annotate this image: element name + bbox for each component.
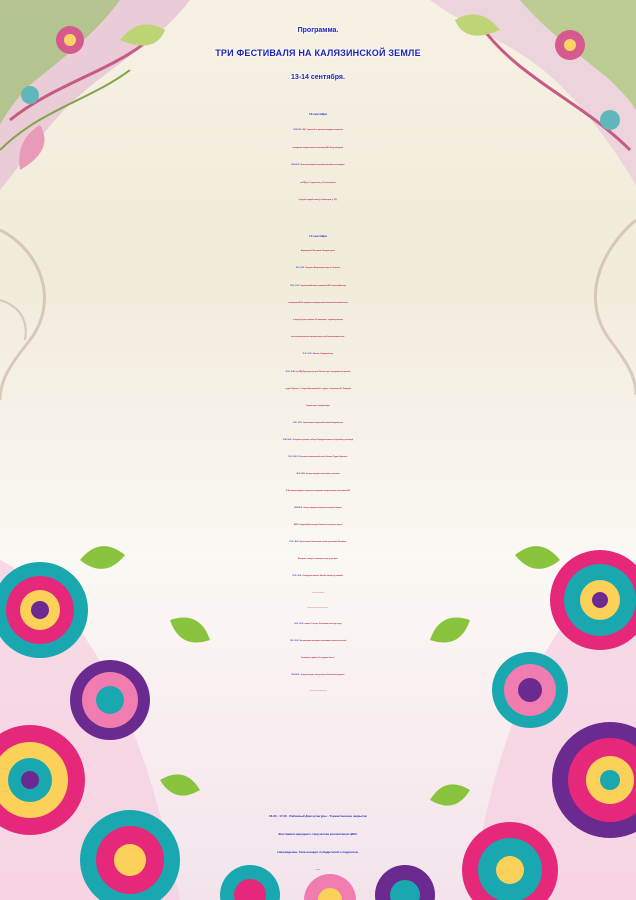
- day1-heading: 13 сентября: [309, 112, 327, 116]
- flower-bouquet-bottom-right: [430, 546, 636, 900]
- day2-entry: [0, 440, 636, 441]
- entry-text: - Просмотр конкурсных программ фестиваля на площадках:: [299, 165, 345, 166]
- day2-entry: [0, 286, 636, 287]
- entry-time: 12.00 - 16.00: [294, 624, 304, 625]
- entry-time: 12.10 -14.00: [288, 457, 297, 458]
- entry-time: 12.00- 16.00: [282, 440, 292, 441]
- swirl-ornament-left: [0, 230, 44, 400]
- entry-text: - Интерактивная программа с выставками сельских поселений: [298, 641, 347, 642]
- day2-subheading: Мероприятия III Фестиваля «Походная кухня»: [300, 251, 336, 252]
- entry-time: 12.00 - 12.10: [292, 423, 302, 424]
- entry-text: - Концерт народных коллективов, участников: [304, 474, 340, 475]
- day2-entry-cont: IX Фестиваля народного творчества молодежных самодеятельных коллективов ЦФО: [285, 491, 351, 492]
- entry-time: 8.30 - 10.30: [295, 268, 304, 269]
- day2-entry-cont: Викторина, конкурсы, кулинарные игры, дегустация.: [298, 559, 338, 560]
- flower-bouquet-bottom-left: [0, 546, 210, 900]
- day2-entry: [0, 268, 636, 269]
- day2-entry-cont: на возложение цветов к поклонному кресту на Константиновском поле.: [291, 337, 345, 338]
- entry-text: - привал «У костра». Исполнение песен под гитару.: [303, 624, 342, 625]
- closing-entry-cont: Награждение. Гала-концерт победителей и лауреатов.: [277, 850, 359, 854]
- poster-dates: 13-14 сентября.: [291, 74, 345, 81]
- day2-entry-cont: студии «Пересвет» с. Угодичи Ярославской обл., худ.рук. и автор пьесы Н.Г. Гончарова: [285, 389, 351, 390]
- day1-entry-2-cont: зал РДК (ул. Студенческая, д. 27) и актовый зал: [300, 183, 336, 184]
- closing-entry-cont: Фестиваля народного творчества коллективов ЦФО.: [278, 832, 358, 836]
- entry-time: 13.00 - 14.00: [289, 542, 299, 543]
- day2-section-main-stage: Главная сцена. Городской парк.: [306, 406, 330, 407]
- entry-time: 11.00-11.45: [293, 130, 301, 131]
- swirl-ornament-right: [595, 220, 636, 395]
- entry-time: 12.00-16.00: [291, 675, 300, 676]
- day2-entry-cont: МБУК «Городской Дом культуры Кашинского городского округа»: [293, 525, 343, 526]
- entry-text: - Торжественный митинг у памятника М.В. Скопину-Шуйскому,: [298, 286, 346, 287]
- day2-entry: [0, 542, 636, 543]
- entry-text: - Торжественное открытие Фестиваля Походной кухни.: [301, 423, 344, 424]
- day2-entry-cont: в период Смутного времени. По завершении - отправка делегации: [293, 320, 343, 321]
- entry-time: 15.00-16.00: [294, 508, 303, 509]
- day2-entry: [0, 354, 636, 355]
- day2-entry: [0, 576, 636, 577]
- entry-time: 13.00 - 16.00: [292, 576, 302, 577]
- entry-text: - Литургия в Вознесенском храме в г. Калязина.: [304, 268, 341, 269]
- entry-time: 11.15 - 12.00: [302, 354, 312, 355]
- entry-text: - Шествие в Городской парк.: [311, 354, 334, 355]
- flower-strip-bottom-center: [220, 865, 435, 900]
- poster-title-line1: Программа.: [297, 27, 339, 34]
- day2-entry-cont: Калязинского района «Село дарами богато».: [301, 658, 335, 659]
- day1-entry-2: [0, 165, 636, 166]
- day2-entry: [0, 641, 636, 642]
- day1-entry-1: [0, 130, 636, 131]
- day2-entry-cont: посвященный 410-й годовщине освободительной битвы на Калязинской земле: [288, 303, 348, 304]
- entry-text: - X Фестиваль патриотической песни «Калязин. Родина. Единство».: [296, 457, 348, 458]
- day2-entry: [0, 457, 636, 458]
- day2-entry: [0, 675, 636, 676]
- entry-text: - РДК - Открытие 9-го фестиваля народного творчества: [300, 130, 343, 131]
- day2-entry: [0, 508, 636, 509]
- day2-entry: [0, 372, 636, 373]
- entry-time: 12.00 - 16.00: [289, 641, 299, 642]
- entry-text: - Концерт народного вокального ансамбля «Каприз»: [302, 508, 342, 509]
- day2-heading: 14 сентября: [309, 234, 327, 238]
- day2-entry: [0, 474, 636, 475]
- entry-text: - Приготовление Калязинской солянки участниками Фестиваля.: [298, 542, 347, 543]
- day2-entry: [0, 624, 636, 625]
- entry-text: - «Улица мастеров»: мастер-классы «Калязинское кружево»,: [299, 675, 345, 676]
- entry-time: 11.00 - 11.45: [285, 372, 295, 373]
- closing-entry: [0, 814, 636, 818]
- entry-time: 10.30 - 11.15: [290, 286, 299, 287]
- entry-text: - (зал РДК) Просмотр спектакля "Великие горы" молодежной театральной: [294, 372, 351, 373]
- entry-time: 16.00 - 17.30: [269, 814, 287, 818]
- day2-entry: [0, 423, 636, 424]
- day1-entry-2-cont: Городской средней школы (ул. Коминтерна, д. 101).: [298, 200, 338, 201]
- entry-text: - «Тверская стрелецкая слобода».Площадка активности (стрельбище, ристалище): [291, 440, 354, 441]
- day1-entry-1-cont: молодёжных самодеятельных коллективов ЦФО. Вход свободный.: [292, 148, 344, 149]
- entry-text: - Площадка активности «Меткий, смелый, да сильный»:: [301, 576, 344, 577]
- entry-time: 14.00 -15.00: [296, 474, 305, 475]
- entry-text: - Районный Дом культуры - Торжественное закрытие: [286, 814, 367, 818]
- entry-time: 15.00-19.00: [291, 165, 300, 166]
- poster-title-line2: ТРИ ФЕСТИВАЛЯ НА КАЛЯЗИНСКОЙ ЗЕМЛЕ: [215, 48, 421, 58]
